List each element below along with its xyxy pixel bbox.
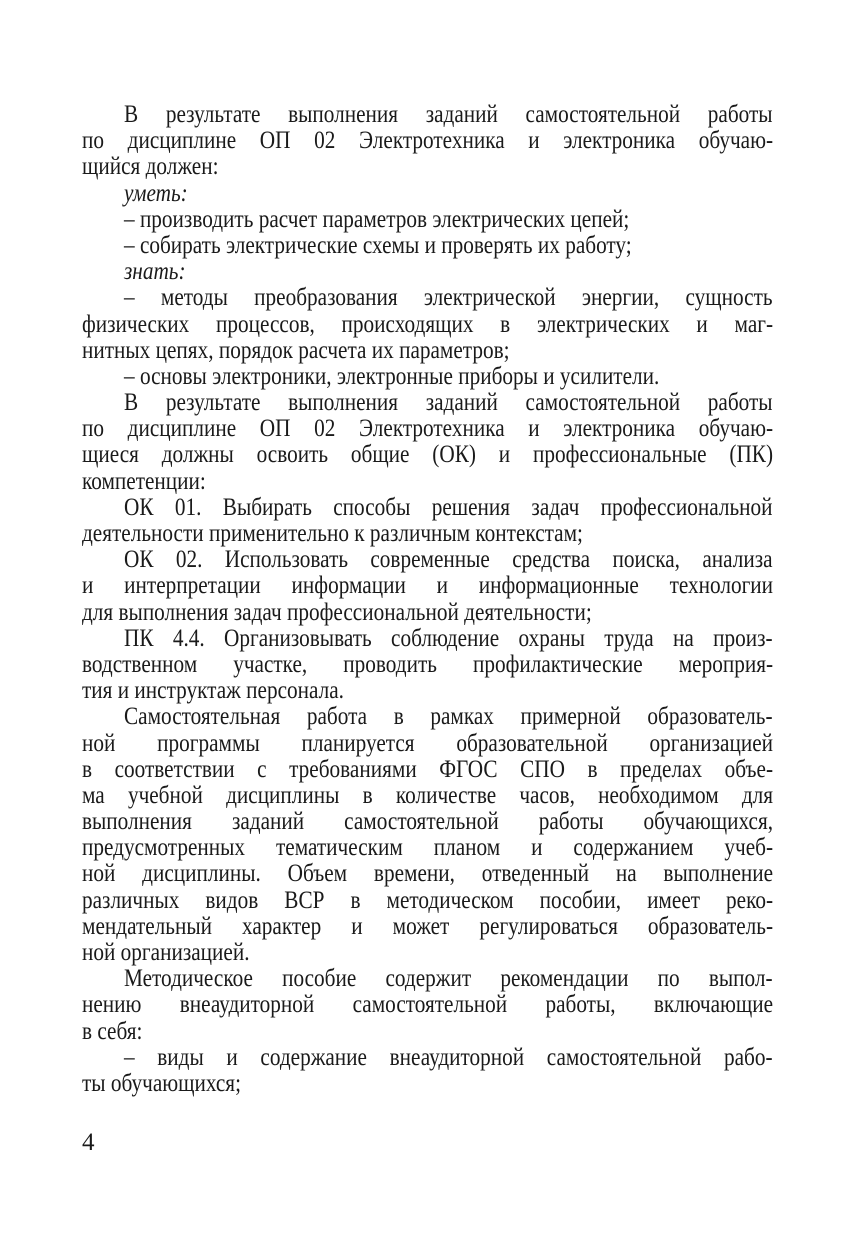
text-line bbox=[82, 285, 773, 311]
text-line-content: В результате выполнения заданий самостоятельной работы bbox=[124, 101, 773, 128]
text-line-content: ной программы планируется образовательной организацией bbox=[82, 729, 774, 757]
page-number: 4 bbox=[82, 1129, 95, 1156]
text-line-content: Самостоятельная работа в рамках примерной образователь- bbox=[124, 703, 773, 731]
text-line-content: ты обучающихся; bbox=[82, 1069, 241, 1097]
text-line bbox=[82, 704, 773, 730]
text-line-content: нению внеаудиторной самостоятельной работы, включающие bbox=[82, 991, 774, 1019]
text-line bbox=[82, 914, 773, 940]
text-line-content: – производить расчет параметров электрических цепей; bbox=[124, 205, 630, 233]
text-line bbox=[82, 154, 773, 180]
text-line-content: щийся должен: bbox=[82, 153, 219, 181]
text-line-content: ма учебной дисциплины в количестве часов, необходимом для bbox=[82, 781, 774, 809]
text-line-content: различных видов ВСР в методическом пособии, имеет реко- bbox=[82, 886, 774, 914]
text-line bbox=[82, 1071, 773, 1097]
text-line-content: щиеся должны освоить общие (ОК) и профессиональные (ПК) bbox=[82, 441, 774, 469]
body-text bbox=[82, 102, 773, 1097]
text-line-content: – виды и содержание внеаудиторной самостоятельной рабо- bbox=[124, 1043, 773, 1071]
text-line-content: по дисциплине ОП 02 Электротехника и электроника обучаю- bbox=[82, 127, 774, 155]
text-line bbox=[82, 600, 773, 626]
text-line-content: ПК 4.4. Организовывать соблюдение охраны труда на произ- bbox=[124, 624, 773, 652]
text-line bbox=[82, 573, 773, 599]
text-line-content: физических процессов, происходящих в электрических и маг- bbox=[82, 310, 774, 338]
text-line-content: тия и инструктаж персонала. bbox=[82, 677, 344, 705]
text-line bbox=[82, 757, 773, 783]
text-line bbox=[82, 861, 773, 887]
section-label bbox=[82, 181, 773, 207]
text-line-content: ной дисциплины. Объем времени, отведенный на выполнение bbox=[82, 860, 774, 888]
text-line bbox=[82, 783, 773, 809]
text-line bbox=[82, 364, 773, 390]
text-line bbox=[82, 128, 773, 154]
text-line-content: – методы преобразования электрической энергии, сущность bbox=[124, 284, 773, 312]
text-line bbox=[82, 678, 773, 704]
text-line-content: по дисциплине ОП 02 Электротехника и электроника обучаю- bbox=[82, 415, 774, 443]
text-line-content: водственном участке, проводить профилактические мероприя- bbox=[82, 650, 774, 678]
text-line bbox=[82, 1045, 773, 1071]
text-line bbox=[82, 809, 773, 835]
text-line-content: знать: bbox=[124, 258, 186, 286]
text-line bbox=[82, 233, 773, 259]
text-line bbox=[82, 102, 773, 128]
text-line bbox=[82, 338, 773, 364]
text-line bbox=[82, 626, 773, 652]
text-line-content: ОК 01. Выбирать способы решения задач профессиональной bbox=[124, 493, 773, 521]
text-line bbox=[82, 835, 773, 861]
text-line-content: – собирать электрические схемы и проверять их работу; bbox=[124, 231, 632, 259]
text-line-content: ной организацией. bbox=[82, 939, 250, 966]
text-line bbox=[82, 312, 773, 338]
text-line-content: ОК 02. Использовать современные средства поиска, анализа bbox=[124, 546, 773, 574]
text-line-content: компетенции: bbox=[82, 467, 206, 495]
text-line bbox=[82, 469, 773, 495]
text-line bbox=[82, 652, 773, 678]
text-line-content: деятельности применительно к различным контекстам; bbox=[82, 520, 583, 547]
text-line bbox=[82, 940, 773, 966]
text-line-content: выполнения заданий самостоятельной работы обучающихся, bbox=[82, 808, 774, 836]
text-line bbox=[82, 547, 773, 573]
text-line bbox=[82, 207, 773, 233]
text-line-content: В результате выполнения заданий самостоятельной работы bbox=[124, 389, 773, 417]
text-line-content: – основы электроники, электронные приборы и усилители. bbox=[124, 362, 660, 390]
text-line bbox=[82, 992, 773, 1018]
text-line bbox=[82, 1019, 773, 1045]
text-line-content: предусмотренных тематическим планом и содержанием учеб- bbox=[82, 834, 774, 862]
text-line-content: и интерпретации информации и информационные технологии bbox=[82, 572, 774, 600]
text-line-content: уметь: bbox=[124, 179, 188, 207]
text-line bbox=[82, 442, 773, 468]
text-line bbox=[82, 390, 773, 416]
text-line-content: в себя: bbox=[82, 1017, 143, 1045]
text-line bbox=[82, 731, 773, 757]
section-label bbox=[82, 259, 773, 285]
text-line bbox=[82, 495, 773, 521]
text-line bbox=[82, 888, 773, 914]
text-line-content: нитных цепях, порядок расчета их параметров; bbox=[82, 336, 510, 364]
text-line bbox=[82, 521, 773, 547]
text-line-content: мендательный характер и может регулироваться образователь- bbox=[82, 912, 774, 940]
text-line bbox=[82, 416, 773, 442]
text-line bbox=[82, 966, 773, 992]
text-line-content: в соответствии с требованиями ФГОС СПО в пределах объе- bbox=[82, 755, 774, 783]
text-line-content: для выполнения задач профессиональной деятельности; bbox=[82, 598, 592, 626]
text-line-content: Методическое пособие содержит рекомендации по выпол- bbox=[124, 965, 773, 993]
